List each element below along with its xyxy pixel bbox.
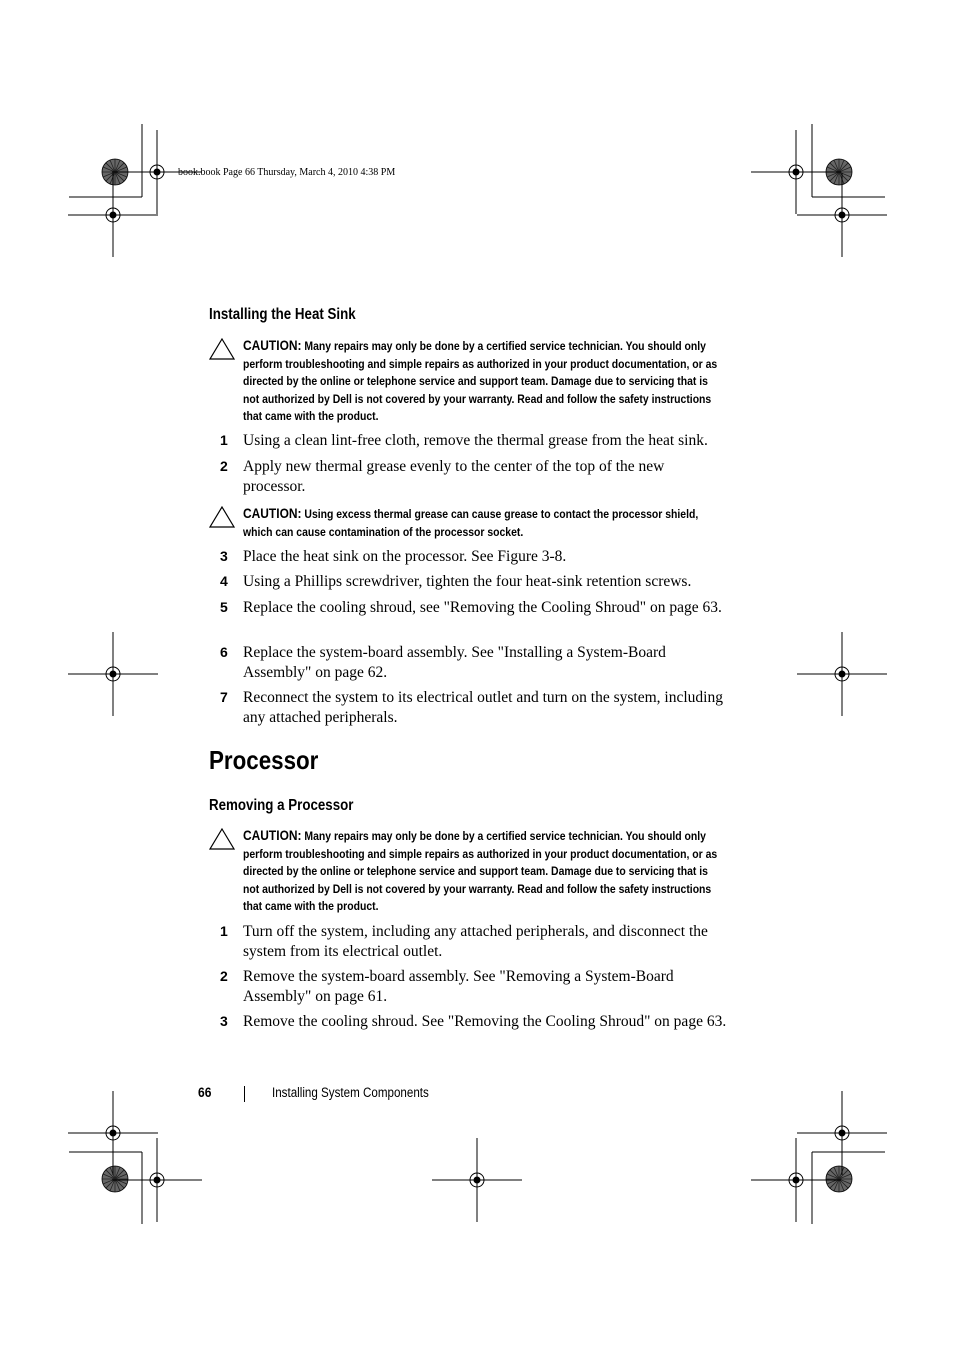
- caution-label: CAUTION:: [243, 337, 302, 353]
- step-number: 1: [220, 432, 228, 448]
- section-heading-installing-heat-sink: Installing the Heat Sink: [209, 306, 356, 323]
- step-number: 4: [220, 573, 228, 589]
- step-number: 3: [220, 1013, 228, 1029]
- caution-label: CAUTION:: [243, 827, 302, 843]
- section-heading-removing-processor: Removing a Processor: [209, 797, 354, 814]
- step-number: 3: [220, 548, 228, 564]
- caution-text: [243, 827, 722, 916]
- step-text: Using a clean lint-free cloth, remove the thermal grease from the heat sink.: [243, 432, 708, 449]
- caution-text: [243, 505, 722, 541]
- step-number: 7: [220, 689, 228, 705]
- caution-triangle-icon: [209, 828, 235, 850]
- step-text: Place the heat sink on the processor. See Figure 3-8.: [243, 548, 567, 565]
- footer-chapter-title: Installing System Components: [272, 1085, 429, 1100]
- step-text: Replace the cooling shroud, see "Removing the Cooling Shroud" on page 63.: [243, 599, 722, 616]
- caution-triangle-icon: [209, 338, 235, 360]
- step-text: Using a Phillips screwdriver, tighten the four heat-sink retention screws.: [243, 573, 692, 590]
- slug-line: book.book Page 66 Thursday, March 4, 2010 4:38 PM: [178, 167, 396, 178]
- step-text: Reconnect the system to its electrical outlet and turn on the system, including any attached peripherals.: [243, 689, 723, 726]
- step-text: Replace the system-board assembly. See "Installing a System-Board Assembly" on page 62.: [243, 644, 666, 681]
- step-number: 1: [220, 923, 228, 939]
- step-text: Remove the system-board assembly. See "Removing a System-Board Assembly" on page 61.: [243, 968, 674, 1005]
- caution-text: [243, 337, 722, 426]
- step-number: 2: [220, 458, 228, 474]
- caution-triangle-icon: [209, 506, 235, 528]
- caution-body: Using excess thermal grease can cause grease to contact the processor shield, which can cause contamination of the processor socket.: [243, 507, 699, 539]
- footer-separator: [244, 1086, 245, 1102]
- caution-body: Many repairs may only be done by a certified service technician. You should only perform troubleshooting and simple repairs as authorized in your product documentation, or as directed by the online or telephone service and support team. Damage due to servicing that is not authorized by Dell is not covered by your warranty. Read and follow the safety instructions that came with the product.: [243, 829, 718, 914]
- step-text: Remove the cooling shroud. See "Removing the Cooling Shroud" on page 63.: [243, 1013, 727, 1030]
- step-text: Apply new thermal grease evenly to the center of the top of the new processor.: [243, 458, 665, 495]
- step-text: Turn off the system, including any attached peripherals, and disconnect the system from its electrical outlet.: [243, 923, 708, 960]
- step-number: 2: [220, 968, 228, 984]
- page-number: 66: [198, 1084, 212, 1100]
- step-number: 5: [220, 599, 228, 615]
- caution-label: CAUTION:: [243, 505, 302, 521]
- step-number: 6: [220, 644, 228, 660]
- chapter-title-processor: Processor: [209, 745, 319, 775]
- caution-body: Many repairs may only be done by a certified service technician. You should only perform troubleshooting and simple repairs as authorized in your product documentation, or as directed by the online or telephone service and support team. Damage due to servicing that is not authorized by Dell is not covered by your warranty. Read and follow the safety instructions that came with the product.: [243, 339, 718, 424]
